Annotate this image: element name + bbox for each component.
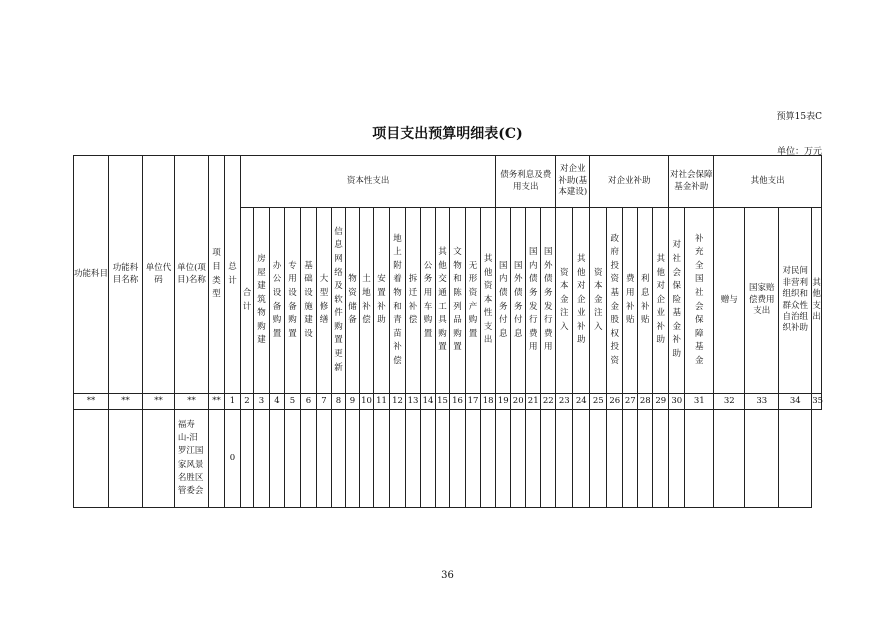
sub-header: 其他资本性支出 — [481, 208, 496, 394]
number-cell: 4 — [270, 394, 285, 410]
group-enterprise-capital: 对企业补助(基本建设) — [556, 156, 590, 208]
sub-header: 费用补贴 — [623, 208, 638, 394]
number-cell: 28 — [638, 394, 653, 410]
number-cell: 13 — [406, 394, 421, 410]
number-cell: 16 — [450, 394, 466, 410]
number-cell: 14 — [421, 394, 436, 410]
data-cell — [556, 410, 573, 508]
unit-label: 单位：万元 — [776, 147, 822, 157]
sub-header: 资本金注入 — [556, 208, 573, 394]
data-cell — [285, 410, 301, 508]
sub-header: 国内债务付息 — [496, 208, 511, 394]
data-cell — [496, 410, 511, 508]
data-cell — [254, 410, 270, 508]
sub-header: 国家赔偿费用支出 — [745, 208, 779, 394]
sub-header: 国外债务发行费用 — [541, 208, 556, 394]
number-cell: ** — [175, 394, 209, 410]
group-social-security: 对社会保障基金补助 — [669, 156, 714, 208]
number-cell: 15 — [436, 394, 450, 410]
number-cell: 11 — [374, 394, 390, 410]
sub-header: 专用设备购置 — [285, 208, 301, 394]
data-cell — [779, 410, 812, 508]
data-cell — [421, 410, 436, 508]
group-enterprise-subsidy: 对企业补助 — [590, 156, 669, 208]
total-cell: 0 — [225, 410, 241, 508]
sub-header: 其他对企业补助 — [573, 208, 590, 394]
data-cell — [301, 410, 317, 508]
data-cell — [143, 410, 175, 508]
data-cell — [669, 410, 685, 508]
data-cell — [450, 410, 466, 508]
number-cell: 8 — [332, 394, 346, 410]
number-cell: 1 — [225, 394, 241, 410]
number-cell: 31 — [685, 394, 714, 410]
budget-table — [73, 155, 822, 508]
number-cell: 32 — [714, 394, 745, 410]
data-cell — [436, 410, 450, 508]
sub-header: 办公设备购置 — [270, 208, 285, 394]
number-cell: 9 — [346, 394, 360, 410]
sub-header: 其他交通工具购置 — [436, 208, 450, 394]
sub-header: 赠与 — [714, 208, 745, 394]
number-cell: 30 — [669, 394, 685, 410]
sub-header: 合计 — [241, 208, 254, 394]
number-cell: 21 — [526, 394, 541, 410]
data-cell — [623, 410, 638, 508]
number-cell: 5 — [285, 394, 301, 410]
sub-header: 房屋建筑物购建 — [254, 208, 270, 394]
data-cell — [590, 410, 607, 508]
sub-header: 国内债务发行费用 — [526, 208, 541, 394]
number-cell: 17 — [466, 394, 481, 410]
data-cell — [573, 410, 590, 508]
data-cell — [607, 410, 623, 508]
number-cell: 6 — [301, 394, 317, 410]
number-cell: 20 — [511, 394, 526, 410]
sub-header: 文物和陈列品购置 — [450, 208, 466, 394]
sub-header: 对社会保险基金补助 — [669, 208, 685, 394]
data-cell — [374, 410, 390, 508]
number-cell: 22 — [541, 394, 556, 410]
group-other: 其他支出 — [714, 156, 822, 208]
number-cell: 7 — [317, 394, 332, 410]
number-cell: 24 — [573, 394, 590, 410]
sub-header: 对民间非营利组织和群众性自治组织补助 — [779, 208, 812, 394]
sub-header: 物资储备 — [346, 208, 360, 394]
data-cell — [526, 410, 541, 508]
data-cell — [332, 410, 346, 508]
header-project-type: 项目类型 — [209, 156, 225, 394]
number-cell: 3 — [254, 394, 270, 410]
sub-header: 大型修缮 — [317, 208, 332, 394]
data-cell — [511, 410, 526, 508]
number-cell: 25 — [590, 394, 607, 410]
data-cell — [209, 410, 225, 508]
data-cell — [638, 410, 653, 508]
page-number: 36 — [441, 570, 454, 581]
group-debt: 债务利息及费用支出 — [496, 156, 556, 208]
header-func-name: 功能科目名称 — [109, 156, 143, 394]
sub-header: 安置补助 — [374, 208, 390, 394]
sub-header: 拆迁补偿 — [406, 208, 421, 394]
number-cell: 34 — [779, 394, 812, 410]
table-row — [74, 410, 822, 508]
number-cell: ** — [74, 394, 109, 410]
data-cell — [653, 410, 669, 508]
number-cell: 18 — [481, 394, 496, 410]
sub-header: 补充全国社会保障基金 — [685, 208, 714, 394]
number-cell: ** — [143, 394, 175, 410]
group-capital: 资本性支出 — [241, 156, 496, 208]
data-cell — [406, 410, 421, 508]
data-cell — [481, 410, 496, 508]
header-total: 总计 — [225, 156, 241, 394]
sub-header: 国外债务付息 — [511, 208, 526, 394]
sub-header: 利息补贴 — [638, 208, 653, 394]
number-cell: 2 — [241, 394, 254, 410]
header-func-code: 功能科目 — [74, 156, 109, 394]
header-unit-project: 单位(项目)名称 — [175, 156, 209, 394]
data-cell — [745, 410, 779, 508]
data-cell — [109, 410, 143, 508]
data-cell — [360, 410, 374, 508]
sub-header: 资本金注入 — [590, 208, 607, 394]
unit-name-cell: 福寿山-汨罗江国家风景名胜区管委会 — [175, 410, 209, 508]
number-cell: ** — [209, 394, 225, 410]
data-cell — [270, 410, 285, 508]
column-number-row — [74, 394, 822, 410]
data-cell — [346, 410, 360, 508]
page-title: 项目支出预算明细表(C) — [372, 126, 523, 142]
sub-header: 其他对企业补助 — [653, 208, 669, 394]
number-cell: 23 — [556, 394, 573, 410]
sub-header: 其他支出 — [812, 208, 822, 394]
sub-header: 土地补偿 — [360, 208, 374, 394]
data-cell — [74, 410, 109, 508]
data-cell — [317, 410, 332, 508]
form-number: 预算15表C — [776, 112, 822, 122]
header-unit-code: 单位代码 — [143, 156, 175, 394]
number-cell: 10 — [360, 394, 374, 410]
number-cell: 33 — [745, 394, 779, 410]
data-cell — [541, 410, 556, 508]
number-cell: 19 — [496, 394, 511, 410]
sub-header: 政府投资基金股权投资 — [607, 208, 623, 394]
data-cell — [714, 410, 745, 508]
number-cell: 26 — [607, 394, 623, 410]
sub-header: 地上附着物和青苗补偿 — [390, 208, 406, 394]
number-cell: ** — [109, 394, 143, 410]
data-cell — [466, 410, 481, 508]
number-cell: 12 — [390, 394, 406, 410]
number-cell: 35 — [812, 394, 822, 410]
sub-header: 基础设施建设 — [301, 208, 317, 394]
sub-header: 公务用车购置 — [421, 208, 436, 394]
number-cell: 29 — [653, 394, 669, 410]
data-cell — [241, 410, 254, 508]
data-cell — [390, 410, 406, 508]
number-cell: 27 — [623, 394, 638, 410]
data-cell — [685, 410, 714, 508]
sub-header: 无形资产购置 — [466, 208, 481, 394]
sub-header: 信息网络及软件购置更新 — [332, 208, 346, 394]
